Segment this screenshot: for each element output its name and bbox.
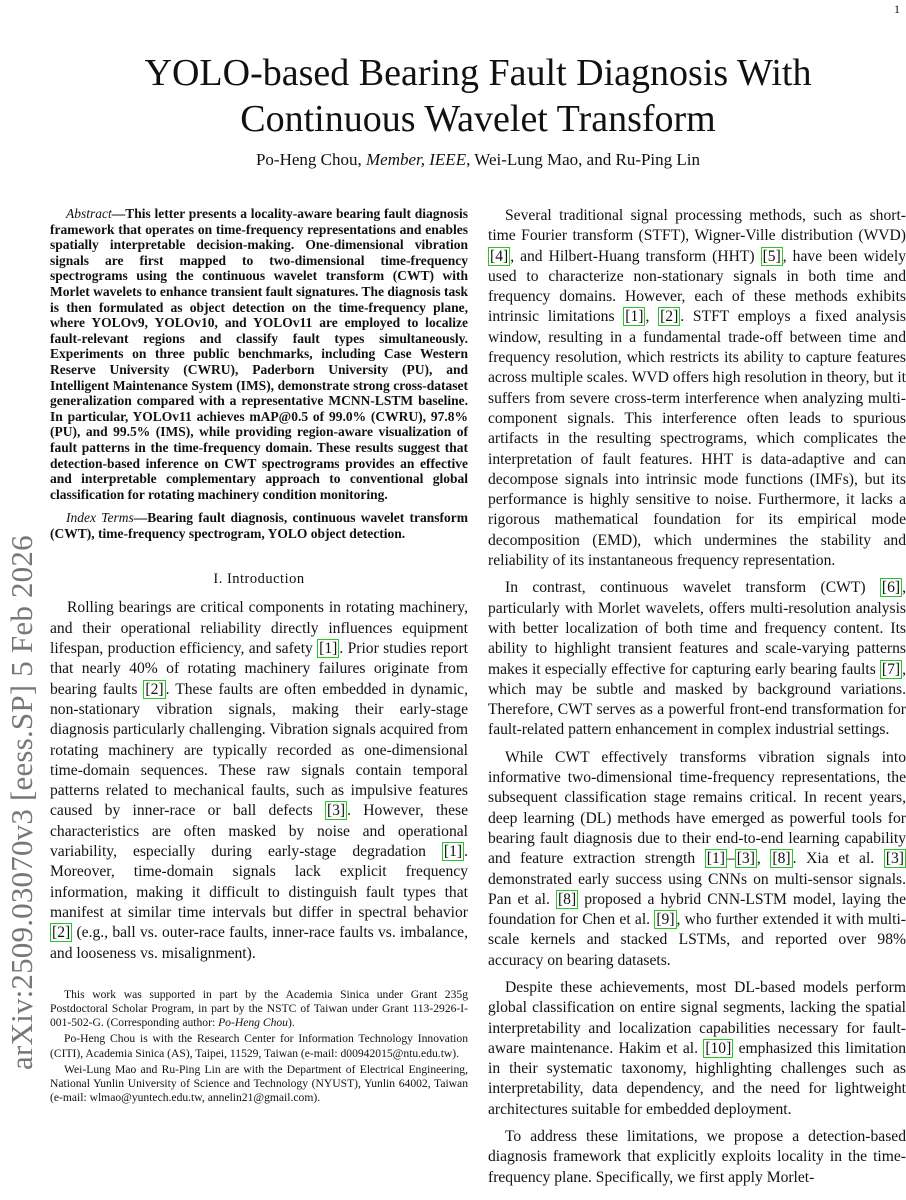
citation-link[interactable]: [1] (319, 640, 338, 658)
other-authors: , Wei-Lung Mao, and Ru-Ping Lin (466, 150, 701, 169)
citation-link[interactable]: [3] (885, 850, 904, 868)
text-run: Rolling bearings are critical components in rotating machinery, and their operational reliability directly influences equipment lifespan, production efficiency, and safety (50, 599, 468, 658)
citation-link[interactable]: [7] (881, 660, 901, 678)
text-run: Despite these achievements, most DL-based models perform global classification on entire signal segments, lacking the spatial interpretability and localization capabilities necessary for fault-aware maintenance. Hakim et al. (488, 978, 906, 1057)
right-column (488, 206, 906, 1188)
citation-link[interactable]: [3] (736, 850, 755, 868)
text-run: . Moreover, time-domain signals lack explicit frequency information, making it difficult to distinguish fault types that manifest at similar time intervals but differ in spectral behavior (50, 843, 468, 921)
citation-link[interactable]: [4] (490, 247, 509, 265)
title-line-1: YOLO-based Bearing Fault Diagnosis With (144, 52, 812, 94)
corresponding-author: Po-Heng Chou (218, 1016, 288, 1030)
text-run: , who further extended it with multi-scale kernels and stacked LSTMs, and reported over 98% accuracy on bearing datasets. (488, 911, 906, 969)
left-column (50, 206, 468, 1107)
abstract-text: —This letter presents a locality-aware bearing fault diagnosis framework that operates on time-frequency representations and enables spatially interpretable decision-making. One-dimensional vibration signals are first mapped to two-dimensional time-frequency spectrograms using the continuous wavelet transform (CWT) with Morlet wavelets to enhance transient fault signatures. The diagnosis task is then formulated as object detection on the time-frequency plane, where YOLOv9, YOLOv10, and YOLOv11 are employed to localize fault-relevant regions and classify fault types simultaneously. Experiments on three public benchmarks, including Case Western Reserve University (CWRU), Paderborn University (PU), and Intelligent Maintenance System (IMS), demonstrate strong cross-dataset generalization compared with a representative MCNN-LSTM baseline. In particular, YOLOv11 achieves mAP@0.5 of 99.0% (CWRU), 97.8% (PU), and 99.5% (IMS), while providing region-aware visualization of fault patterns in the time-frequency domain. These results suggest that detection-based inference on CWT spectrograms provides an effective and interpretable complementary approach to conventional global classification for rotating machinery condition monitoring. (50, 206, 468, 502)
citation-link[interactable]: [3] (326, 802, 346, 820)
index-terms-text: —Bearing fault diagnosis, continuous wavelet transform (CWT), time-frequency spectrogram, YOLO object detection. (50, 510, 468, 541)
citation-link[interactable]: [2] (52, 924, 71, 942)
text-run: ). (287, 1016, 295, 1030)
text-run: While CWT effectively transforms vibration signals into informative two-dimensional time-frequency representations, the subsequent classification stage remains critical. In recent years, deep learning (DL) methods have emerged as powerful tools for bearing fault diagnosis due to their end-to-end learning capability and feature extraction strength (488, 748, 906, 868)
text-run: In contrast, continuous wavelet transform (CWT) (505, 579, 880, 597)
citation-link[interactable]: [9] (656, 911, 675, 929)
footnote-affiliation-2: Wei-Lung Mao and Ru-Ping Lin are with the Department of Electrical Engineering, National Yunlin University of Science and Technology (NYUST), Yunlin 64002, Taiwan (e-mail: wlmao@yuntech.edu.tw, annelin21@gmail.com). (50, 1062, 468, 1105)
author-1: Po-Heng Chou, (255, 150, 362, 169)
citation-link[interactable]: [1] (706, 850, 725, 868)
citation-link[interactable]: [8] (772, 850, 791, 868)
paper-title (80, 50, 876, 142)
citation-link[interactable]: [2] (145, 680, 164, 698)
text-run: demonstrated early success using CNNs on multi-sensor signals. Pan et al. (488, 870, 906, 908)
abstract (50, 206, 468, 502)
text-run: . Xia et al. (792, 850, 884, 868)
text-run: This work was supported in part by the Academia Sinica under Grant 235g Postdoctoral Scholar Program, in part by the NSTC of Taiwan under Grant 113-2926-I-001-502-G. (Corresponding author: (50, 987, 468, 1030)
text-run: . STFT employs a fixed analysis window, resulting in a fundamental trade-off between time and frequency resolution, which restricts its ability to capture features across multiple scales. WVD offers high resolution in theory, but it suffers from severe cross-term interference when analyzing multi-component signals. This interference often leads to spurious artifacts in the resulting spectrograms, which complicates the interpretation of fault features. HHT is data-adaptive and can decompose signals into intrinsic mode functions (IMFs), but its performance is highly sensitive to noise. Furthermore, it lacks a rigorous mathematical foundation for its empirical mode decomposition (EMD), which undermines the stability and reliability of its instantaneous frequency representation. (488, 308, 906, 570)
abstract-label: Abstract (66, 206, 112, 221)
paragraph-limitations (488, 978, 906, 1120)
footnote-funding (50, 988, 468, 1031)
text-run: . Prior studies report that nearly 40% of rotating machinery failures originate from bearing faults (50, 640, 468, 698)
citation-link[interactable]: [2] (660, 308, 679, 326)
text-run: (e.g., ball vs. outer-race faults, inner-race faults vs. imbalance, and looseness vs. misalignment). (50, 924, 468, 962)
author-list (80, 150, 876, 170)
text-run: , (756, 850, 771, 868)
text-run: , and Hilbert-Huang transform (HHT) (510, 247, 761, 265)
page-number: 1 (894, 2, 900, 16)
citation-link[interactable]: [10] (705, 1039, 732, 1057)
text-run: emphasized this limitation in their systematic taxonomy, highlighting challenges such as interpretability, data dependency, and the need for lightweight architectures suitable for embedded deployment. (488, 1039, 906, 1118)
paragraph-proposal: To address these limitations, we propose a detection-based diagnosis framework that explicitly exploits locality in the time-frequency plane. Specifically, we first apply Morlet- (488, 1128, 906, 1186)
footnote-affiliation-1: Po-Heng Chou is with the Research Center for Information Technology Innovation (CITI), Academia Sinica (AS), Taipei, 11529, Taiwan (e-mail: d00942015@ntu.edu.tw). (50, 1032, 468, 1060)
text-run: . However, these characteristics are often masked by noise and operational variability, especially during early-stage degradation (50, 802, 468, 861)
citation-link[interactable]: [5] (762, 247, 781, 265)
intro-paragraph (50, 598, 468, 963)
index-terms-label: Index Terms (66, 510, 134, 526)
index-terms (50, 510, 468, 541)
paragraph-deep-learning (488, 748, 906, 971)
footnotes (50, 988, 468, 1106)
text-run: , particularly with Morlet wavelets, offers multi-resolution analysis with better localization of both time and frequency content. Its ability to highlight transient features and scale-varying patterns makes it especially effective for capturing early bearing faults (488, 579, 906, 678)
text-run: proposed a hybrid CNN-LSTM model, laying the foundation for Chen et al. (488, 890, 906, 929)
author-1-role: Member, IEEE (366, 150, 467, 169)
citation-link[interactable]: [1] (625, 308, 644, 326)
paragraph-traditional-methods (488, 206, 906, 571)
title-line-2: Continuous Wavelet Transform (240, 98, 716, 140)
text-run: Several traditional signal processing methods, such as short-time Fourier transform (STFT), Wigner-Ville distribution (WVD) (488, 207, 906, 245)
text-run: , which may be subtle and masked by background variations. Therefore, CWT serves as a powerful front-end transformation for fault-related pattern enhancement in complex industrial settings. (488, 660, 906, 739)
text-run: , (645, 308, 659, 326)
text-run: – (726, 850, 735, 868)
citation-link[interactable]: [1] (443, 843, 463, 861)
section-heading-introduction: I. Introduction (213, 571, 305, 588)
arxiv-identifier[interactable]: arXiv:2509.03070v3 [eess.SP] 5 Feb 2026 (4, 535, 39, 1070)
text-run: . These faults are often embedded in dynamic, non-stationary vibration signals, making their early-stage diagnosis particularly challenging. Vibration signals acquired from rotating machinery are typically recorded as one-dimensional time-domain sequences. These raw signals contain temporal patterns related to mechanical faults, such as impulsive features caused by inner-race or ball defects (50, 680, 469, 820)
text-run: , have been widely used to characterize non-stationary signals in both time and frequency domains. However, each of these methods exhibits intrinsic limitations (488, 247, 906, 326)
citation-link[interactable]: [6] (881, 579, 901, 597)
paragraph-cwt (488, 578, 906, 740)
citation-link[interactable]: [8] (557, 890, 577, 908)
